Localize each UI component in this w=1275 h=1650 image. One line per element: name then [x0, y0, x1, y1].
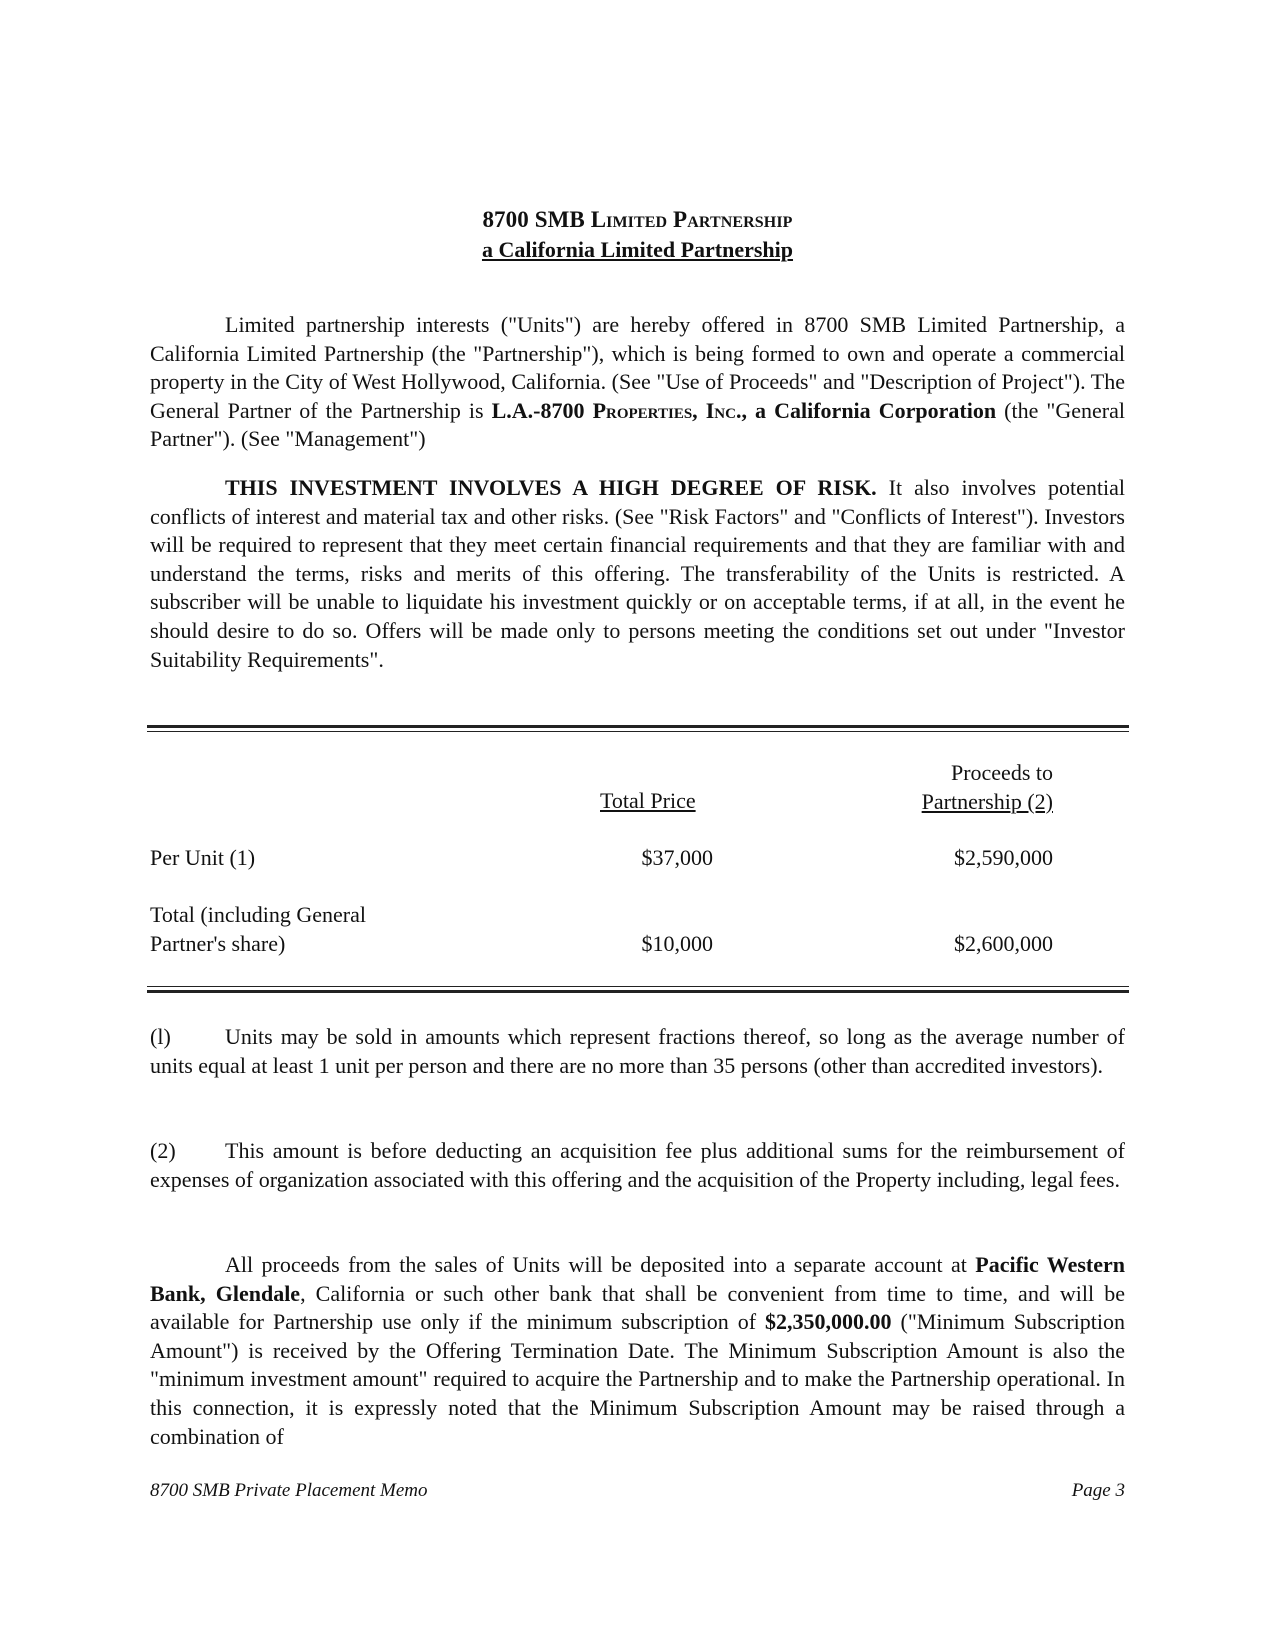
- proceeds-text-1: All proceeds from the sales of Units will be deposited into a separate account at: [225, 1252, 976, 1277]
- row-per-unit-total-price: $37,000: [641, 845, 713, 870]
- proceeds-text-2: , California or such other bank that shall be convenient from time to time, and will be available for Partnership use only if the minimum subscription of: [150, 1280, 1125, 1335]
- proceeds-text-3: ("Minimum Subscription Amount") is received by the Offering Termination Date. The Minimum Subscription Amount is also the "minimum investment amount" required to acquire the Partnership and to make the Partnership operational. In this connection, it is expressly noted that the Minimum Subscription Amount may be raised through a combination of: [150, 1309, 1125, 1449]
- row-total-label-line2: Partner's share): [150, 930, 286, 956]
- row-per-unit-proceeds: $2,590,000: [954, 845, 1053, 870]
- document-subtitle: a California Limited Partnership: [481, 237, 794, 262]
- bank-name: Pacific Western Bank, Glendale: [150, 1252, 1126, 1306]
- risk-text: It also involves potential conflicts of interest and material tax and other risks. (See "Risk Factors" and "Conflicts of Interest"). Investors will be required to represent that they meet certain financial requirements and that they are familiar with and understand the terms, risks and merits of this offering. The transferability of the Units is restricted. A subscriber will be unable to liquidate his investment quickly or on acceptable terms, if at all, in the event he should desire to do so. Offers will be made only to persons meeting the conditions set out under "Investor Suitability Requirements".: [150, 475, 1125, 672]
- risk-warning: THIS INVESTMENT INVOLVES A HIGH DEGREE OF RISK.: [225, 475, 877, 500]
- footnote-1-number: (l): [150, 1024, 171, 1049]
- col-header-proceeds-line2: Partnership (2): [921, 788, 1053, 814]
- col-header-proceeds: [880, 759, 1053, 816]
- document-title: [150, 205, 1125, 235]
- footer-title: 8700 SMB Private Placement Memo: [150, 1480, 428, 1501]
- title-small-caps: Limited Partnership: [590, 207, 793, 232]
- footnote-2: [150, 1137, 1125, 1194]
- footnote-2-number: (2): [150, 1138, 176, 1163]
- general-partner-name-1: L.A.-8700: [491, 397, 593, 423]
- row-per-unit-label: Per Unit (1): [150, 845, 256, 870]
- intro-text-1: Limited partnership interests ("Units") are hereby offered in 8700 SMB Limited Partnership, a California Limited Partnership (the "Partnership"), which is being formed to own and operate a commercial property in the City of West Hollywood, California. (See "Use of Proceeds" and "Description of Project"). The General Partner of the Partnership is: [150, 312, 1125, 423]
- title-block: [150, 205, 1125, 265]
- table-bottom-rule: [147, 990, 1129, 993]
- table-bottom-rule-inner: [147, 986, 1129, 987]
- table-top-rule-inner: [147, 731, 1129, 732]
- row-total-label: [150, 901, 366, 958]
- footer-page-number: Page 3: [1071, 1480, 1125, 1501]
- footnote-1-text: Units may be sold in amounts which represent fractions thereof, so long as the average number of units equal at least 1 unit per person and there are no more than 35 persons (other than accredited investors).: [150, 1024, 1125, 1078]
- col-header-total-price: Total Price: [600, 788, 696, 813]
- footnote-2-text: This amount is before deducting an acquisition fee plus additional sums for the reimbursement of expenses of organization associated with this offering and the acquisition of the Property including, legal fees.: [150, 1138, 1125, 1192]
- footnote-1: [150, 1023, 1125, 1080]
- general-partner-name-2: Properties, Inc.: [592, 397, 742, 423]
- col-header-proceeds-line1: Proceeds to: [950, 760, 1053, 785]
- intro-text-2: (the "General Partner"). (See "Management"): [150, 397, 1125, 452]
- table-top-rule: [147, 725, 1129, 728]
- general-partner-name-3: , a California Corporation: [741, 397, 997, 423]
- minimum-subscription-amount: $2,350,000.00: [765, 1309, 892, 1335]
- intro-paragraph: [150, 311, 1125, 454]
- row-total-label-line1: Total (including General: [150, 902, 366, 927]
- proceeds-paragraph: [150, 1251, 1125, 1451]
- title-prefix: 8700 SMB: [482, 207, 591, 232]
- row-total-proceeds: $2,600,000: [954, 931, 1053, 956]
- risk-paragraph: [150, 474, 1125, 674]
- row-total-total-price: $10,000: [641, 931, 713, 956]
